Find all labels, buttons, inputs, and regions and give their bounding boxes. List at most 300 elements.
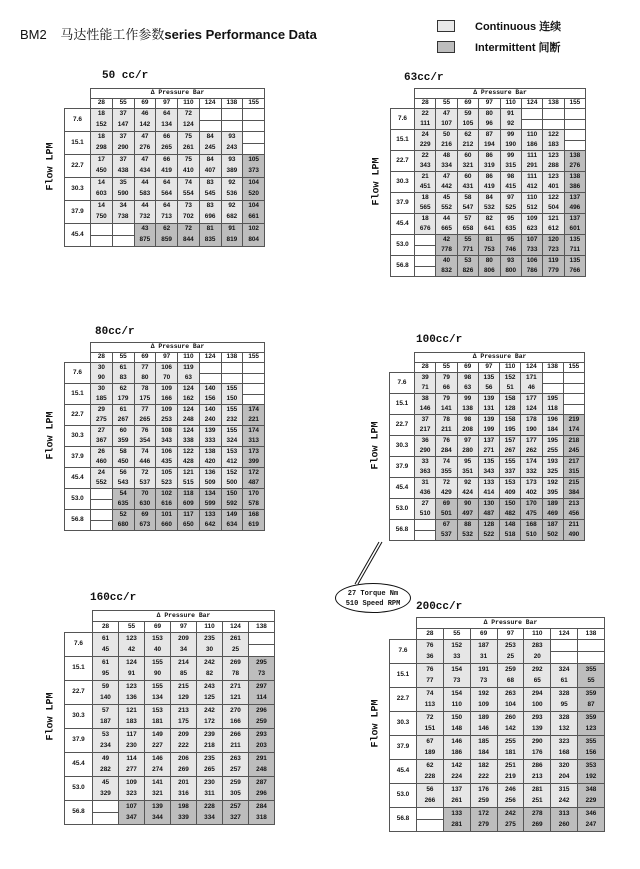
speed-cell: 179 (112, 394, 134, 405)
speed-cell: 55 (578, 676, 605, 688)
torque-cell: 50 (436, 130, 457, 141)
torque-cell: 17 (91, 155, 113, 167)
torque-cell (563, 373, 584, 384)
torque-cell: 104 (243, 201, 265, 213)
speed-cell: 315 (500, 161, 521, 172)
torque-cell: 297 (249, 681, 275, 693)
speed-cell: 114 (249, 693, 275, 705)
speed-cell: 487 (478, 509, 499, 520)
torque-cell: 111 (521, 172, 542, 183)
speed-cell: 599 (199, 499, 221, 510)
torque-cell: 187 (542, 520, 563, 531)
torque-cell: 121 (119, 705, 145, 717)
torque-cell: 228 (197, 801, 223, 813)
torque-cell: 44 (134, 201, 156, 213)
pressure-value: 55 (443, 629, 470, 640)
speed-cell: 105 (457, 119, 478, 130)
speed-cell: 65 (524, 676, 551, 688)
torque-cell: 110 (521, 130, 542, 141)
speed-cell: 31 (470, 652, 497, 664)
speed-cell: 771 (457, 245, 478, 256)
torque-cell: 106 (156, 447, 178, 458)
torque-cell: 37 (112, 155, 134, 167)
torque-cell: 29 (91, 405, 113, 416)
torque-cell: 178 (521, 415, 542, 426)
torque-cell: 122 (178, 447, 200, 458)
speed-cell: 257 (223, 765, 249, 777)
speed-cell: 343 (156, 436, 178, 447)
speed-cell: 438 (112, 166, 134, 178)
speed-cell: 395 (542, 488, 563, 499)
torque-cell: 157 (500, 436, 521, 447)
speed-cell: 73 (249, 669, 275, 681)
torque-cell: 323 (551, 736, 578, 748)
torque-cell: 328 (551, 712, 578, 724)
speed-cell: 512 (521, 203, 542, 214)
torque-cell: 21 (415, 172, 436, 183)
speed-cell: 152 (91, 120, 113, 132)
torque-cell: 218 (563, 436, 584, 447)
speed-cell: 347 (119, 813, 145, 825)
performance-table-t100 (389, 352, 585, 541)
torque-cell: 153 (145, 633, 171, 645)
speed-cell: 266 (417, 796, 444, 808)
speed-cell: 148 (443, 724, 470, 736)
torque-cell: 283 (524, 640, 551, 652)
speed-cell: 333 (199, 436, 221, 447)
torque-cell: 209 (171, 633, 197, 645)
speed-cell: 216 (436, 140, 457, 151)
callout-bubble (335, 583, 411, 613)
torque-cell: 138 (199, 447, 221, 458)
torque-cell: 18 (415, 193, 436, 204)
speed-cell: 806 (479, 266, 500, 277)
torque-cell: 45 (436, 193, 457, 204)
torque-cell (415, 520, 436, 531)
speed-cell: 665 (436, 224, 457, 235)
pressure-value: 155 (243, 99, 265, 109)
flow-value: 37.9 (65, 201, 91, 224)
speed-cell: 139 (524, 724, 551, 736)
torque-cell: 128 (478, 520, 499, 531)
torque-cell: 76 (417, 640, 444, 652)
torque-cell: 102 (156, 489, 178, 500)
speed-cell: 316 (171, 789, 197, 801)
speed-cell: 409 (500, 488, 521, 499)
torque-cell: 110 (521, 193, 542, 204)
legend-intermittent (437, 38, 561, 56)
speed-cell: 125 (197, 693, 223, 705)
flow-value: 22.7 (65, 155, 91, 178)
speed-cell: 401 (543, 182, 564, 193)
torque-cell: 35 (112, 178, 134, 190)
speed-cell: 111 (415, 119, 436, 130)
speed-cell: 321 (457, 161, 478, 172)
speed-cell: 140 (93, 693, 119, 705)
flow-value: 45.4 (391, 214, 415, 235)
torque-cell: 148 (500, 520, 521, 531)
speed-cell: 552 (436, 203, 457, 214)
pressure-header: Δ Pressure Bar (91, 343, 265, 353)
table-title-t63: 63cc/r (404, 72, 444, 84)
torque-cell: 69 (134, 510, 156, 521)
torque-cell: 45 (93, 777, 119, 789)
pressure-value: 28 (415, 363, 436, 373)
torque-cell: 49 (93, 753, 119, 765)
speed-cell: 373 (243, 166, 265, 178)
torque-cell: 92 (221, 178, 243, 190)
torque-cell: 153 (145, 705, 171, 717)
pressure-value: 97 (497, 629, 524, 640)
speed-cell: 253 (156, 415, 178, 426)
speed-cell: 186 (443, 748, 470, 760)
speed-cell: 213 (524, 772, 551, 784)
torque-cell: 146 (145, 753, 171, 765)
speed-cell: 36 (417, 652, 444, 664)
torque-cell: 137 (564, 193, 585, 204)
speed-cell: 343 (478, 467, 499, 478)
speed-cell: 224 (443, 772, 470, 784)
torque-cell: 62 (417, 760, 444, 772)
speed-cell: 451 (415, 182, 436, 193)
speed-cell: 592 (221, 499, 243, 510)
speed-cell: 251 (524, 796, 551, 808)
flow-value: 22.7 (390, 688, 417, 712)
speed-cell: 554 (178, 189, 200, 201)
pressure-value: 110 (500, 99, 521, 109)
torque-cell: 60 (457, 172, 478, 183)
torque-cell: 271 (223, 681, 249, 693)
torque-cell: 55 (457, 235, 478, 246)
flow-value: 37.9 (65, 729, 93, 753)
torque-cell: 98 (457, 373, 478, 384)
speed-cell: 612 (543, 224, 564, 235)
torque-cell: 59 (457, 109, 478, 120)
pressure-value: 155 (563, 363, 584, 373)
speed-cell: 450 (91, 166, 113, 178)
torque-cell: 88 (457, 520, 478, 531)
speed-cell: 107 (436, 119, 457, 130)
speed-cell: 338 (178, 436, 200, 447)
torque-cell: 119 (543, 256, 564, 267)
model-code: BM2 (20, 27, 47, 42)
speed-cell: 248 (178, 415, 200, 426)
torque-cell: 150 (443, 712, 470, 724)
performance-table-t160 (64, 610, 275, 825)
torque-cell: 324 (551, 664, 578, 676)
speed-cell: 256 (497, 796, 524, 808)
performance-table-t63 (390, 88, 586, 277)
torque-cell: 124 (119, 657, 145, 669)
torque-cell: 56 (112, 468, 134, 479)
speed-cell: 230 (119, 741, 145, 753)
torque-cell: 130 (478, 499, 499, 510)
speed-cell: 172 (197, 717, 223, 729)
torque-cell: 155 (500, 457, 521, 468)
speed-cell: 90 (145, 669, 171, 681)
pressure-value: 138 (578, 629, 605, 640)
flow-value: 45.4 (390, 760, 417, 784)
speed-cell: 242 (551, 796, 578, 808)
flow-axis-label: Flow LPM (45, 411, 57, 460)
speed-cell: 77 (417, 676, 444, 688)
speed-cell: 183 (119, 717, 145, 729)
speed-cell: 424 (457, 488, 478, 499)
torque-cell: 293 (249, 729, 275, 741)
continuous-label: Continuous 连续 (475, 21, 562, 33)
pressure-header: Δ Pressure Bar (415, 89, 586, 99)
flow-value: 37.9 (391, 193, 415, 214)
flow-value: 37.9 (390, 457, 415, 478)
speed-cell: 259 (470, 796, 497, 808)
torque-cell: 290 (524, 736, 551, 748)
pressure-value: 138 (221, 353, 243, 363)
torque-cell: 80 (479, 256, 500, 267)
torque-cell: 79 (436, 394, 457, 405)
speed-cell: 110 (443, 700, 470, 712)
torque-cell: 195 (542, 394, 563, 405)
torque-cell: 172 (470, 808, 497, 820)
torque-cell: 139 (478, 415, 499, 426)
torque-cell (543, 109, 564, 120)
pressure-value: 69 (457, 363, 478, 373)
pressure-value: 110 (524, 629, 551, 640)
speed-cell: 496 (564, 203, 585, 214)
speed-cell: 431 (457, 182, 478, 193)
speed-cell: 234 (93, 741, 119, 753)
torque-cell: 251 (497, 760, 524, 772)
speed-cell: 500 (221, 478, 243, 489)
speed-cell: 460 (91, 457, 113, 468)
torque-cell: 359 (578, 712, 605, 724)
speed-cell: 520 (243, 189, 265, 201)
speed-cell: 334 (436, 161, 457, 172)
torque-cell: 56 (417, 784, 444, 796)
torque-cell: 14 (91, 201, 113, 213)
torque-cell: 64 (156, 178, 178, 190)
torque-cell: 215 (563, 478, 584, 489)
torque-cell: 67 (436, 520, 457, 531)
speed-cell: 134 (156, 120, 178, 132)
torque-cell: 90 (457, 499, 478, 510)
speed-cell: 134 (145, 693, 171, 705)
speed-cell (563, 404, 584, 415)
speed-cell: 547 (457, 203, 478, 214)
torque-cell: 171 (521, 373, 542, 384)
torque-cell: 191 (470, 664, 497, 676)
speed-cell: 190 (521, 425, 542, 436)
torque-cell: 118 (178, 489, 200, 500)
speed-cell: 113 (417, 700, 444, 712)
torque-cell: 36 (415, 436, 436, 447)
torque-cell: 278 (524, 808, 551, 820)
torque-cell: 99 (457, 394, 478, 405)
torque-cell: 359 (578, 688, 605, 700)
torque-cell (563, 394, 584, 405)
flow-value: 15.1 (391, 130, 415, 151)
torque-cell: 79 (436, 373, 457, 384)
torque-cell: 140 (199, 405, 221, 416)
flow-value: 30.3 (65, 178, 91, 201)
speed-cell: 229 (578, 796, 605, 808)
speed-cell: 129 (171, 693, 197, 705)
flow-value: 45.4 (390, 478, 415, 499)
torque-cell: 154 (443, 688, 470, 700)
speed-cell: 616 (156, 499, 178, 510)
speed-cell: 70 (156, 373, 178, 384)
flow-value: 45.4 (65, 468, 91, 489)
torque-cell: 260 (497, 712, 524, 724)
flow-value: 53.0 (65, 777, 93, 801)
pressure-value: 97 (479, 99, 500, 109)
speed-cell: 359 (112, 436, 134, 447)
torque-cell: 47 (134, 155, 156, 167)
pressure-value: 138 (249, 622, 275, 633)
flow-value: 53.0 (65, 489, 91, 510)
torque-cell: 284 (249, 801, 275, 813)
callout-pointer (355, 540, 385, 588)
pressure-value: 97 (156, 99, 178, 109)
speed-cell: 497 (457, 509, 478, 520)
torque-cell: 296 (249, 705, 275, 717)
torque-cell: 78 (436, 415, 457, 426)
torque-cell: 139 (145, 801, 171, 813)
speed-cell: 428 (178, 457, 200, 468)
speed-cell: 450 (112, 457, 134, 468)
speed-cell: 274 (145, 765, 171, 777)
intermittent-swatch (437, 41, 455, 53)
speed-cell: 25 (223, 645, 249, 657)
flow-value: 22.7 (65, 681, 93, 705)
speed-cell (542, 383, 563, 394)
torque-cell: 95 (500, 235, 521, 246)
torque-cell: 253 (497, 640, 524, 652)
torque-cell: 140 (199, 384, 221, 395)
speed-cell: 229 (415, 140, 436, 151)
pressure-value: 124 (521, 363, 542, 373)
flow-axis-label: Flow LPM (45, 692, 57, 741)
torque-cell: 61 (112, 363, 134, 374)
speed-cell: 623 (521, 224, 542, 235)
torque-cell: 107 (521, 235, 542, 246)
speed-cell: 269 (171, 765, 197, 777)
torque-cell: 230 (197, 777, 223, 789)
torque-cell: 257 (223, 801, 249, 813)
torque-cell: 64 (156, 201, 178, 213)
torque-cell (91, 489, 113, 500)
speed-cell: 510 (415, 509, 436, 520)
speed-cell: 275 (91, 415, 113, 426)
speed-cell: 635 (500, 224, 521, 235)
speed-cell: 232 (221, 415, 243, 426)
torque-cell (243, 384, 265, 395)
torque-cell (564, 130, 585, 141)
torque-cell: 192 (470, 688, 497, 700)
torque-cell: 158 (500, 394, 521, 405)
speed-cell: 325 (542, 467, 563, 478)
torque-cell: 117 (178, 510, 200, 521)
torque-cell (415, 256, 436, 267)
torque-cell: 54 (112, 489, 134, 500)
torque-cell: 83 (199, 178, 221, 190)
pressure-value: 55 (436, 363, 457, 373)
speed-cell (578, 652, 605, 664)
torque-cell: 53 (457, 256, 478, 267)
flow-value: 30.3 (391, 172, 415, 193)
speed-cell: 676 (415, 224, 436, 235)
speed-cell: 276 (564, 161, 585, 172)
speed-cell: 63 (178, 373, 200, 384)
torque-cell: 124 (178, 426, 200, 437)
pressure-value: 28 (415, 99, 436, 109)
torque-cell: 33 (415, 457, 436, 468)
speed-cell: 262 (521, 446, 542, 457)
torque-cell: 37 (112, 132, 134, 144)
speed-cell: 175 (171, 717, 197, 729)
pressure-value: 69 (457, 99, 478, 109)
speed-cell: 267 (112, 415, 134, 426)
torque-cell: 72 (178, 109, 200, 121)
torque-cell: 138 (564, 151, 585, 162)
torque-cell: 155 (145, 681, 171, 693)
continuous-swatch (437, 20, 455, 32)
speed-cell: 696 (199, 212, 221, 224)
torque-cell: 93 (500, 256, 521, 267)
torque-cell: 99 (500, 130, 521, 141)
flow-value: 30.3 (390, 712, 417, 736)
speed-cell: 753 (479, 245, 500, 256)
flow-value: 30.3 (65, 705, 93, 729)
speed-cell: 537 (134, 478, 156, 489)
speed-cell: 20 (524, 652, 551, 664)
speed-cell: 95 (93, 669, 119, 681)
torque-cell (199, 109, 221, 121)
torque-cell: 213 (563, 499, 584, 510)
speed-cell: 265 (134, 415, 156, 426)
speed-cell: 786 (521, 266, 542, 277)
pressure-value: 28 (91, 99, 113, 109)
speed-cell: 195 (500, 425, 521, 436)
speed-cell: 446 (134, 457, 156, 468)
torque-cell: 74 (436, 457, 457, 468)
torque-cell: 149 (221, 510, 243, 521)
speed-cell: 732 (134, 212, 156, 224)
torque-cell (243, 109, 265, 121)
torque-cell: 61 (93, 657, 119, 669)
speed-cell: 162 (178, 394, 200, 405)
torque-cell: 47 (134, 132, 156, 144)
torque-cell (93, 801, 119, 813)
torque-cell: 170 (243, 489, 265, 500)
torque-cell: 76 (417, 664, 444, 676)
speed-cell: 532 (479, 203, 500, 214)
torque-cell: 348 (578, 784, 605, 796)
pressure-value: 138 (221, 99, 243, 109)
torque-cell: 173 (521, 478, 542, 489)
torque-cell: 69 (436, 499, 457, 510)
torque-cell: 104 (243, 178, 265, 190)
torque-cell: 196 (542, 415, 563, 426)
torque-cell: 75 (178, 155, 200, 167)
torque-cell: 255 (497, 736, 524, 748)
pressure-value: 110 (178, 353, 200, 363)
pressure-value: 55 (436, 99, 457, 109)
intermittent-label: Intermittent 间断 (475, 42, 561, 54)
speed-cell: 192 (578, 772, 605, 784)
speed-cell: 80 (134, 373, 156, 384)
torque-cell: 48 (436, 151, 457, 162)
pressure-value: 124 (223, 622, 249, 633)
